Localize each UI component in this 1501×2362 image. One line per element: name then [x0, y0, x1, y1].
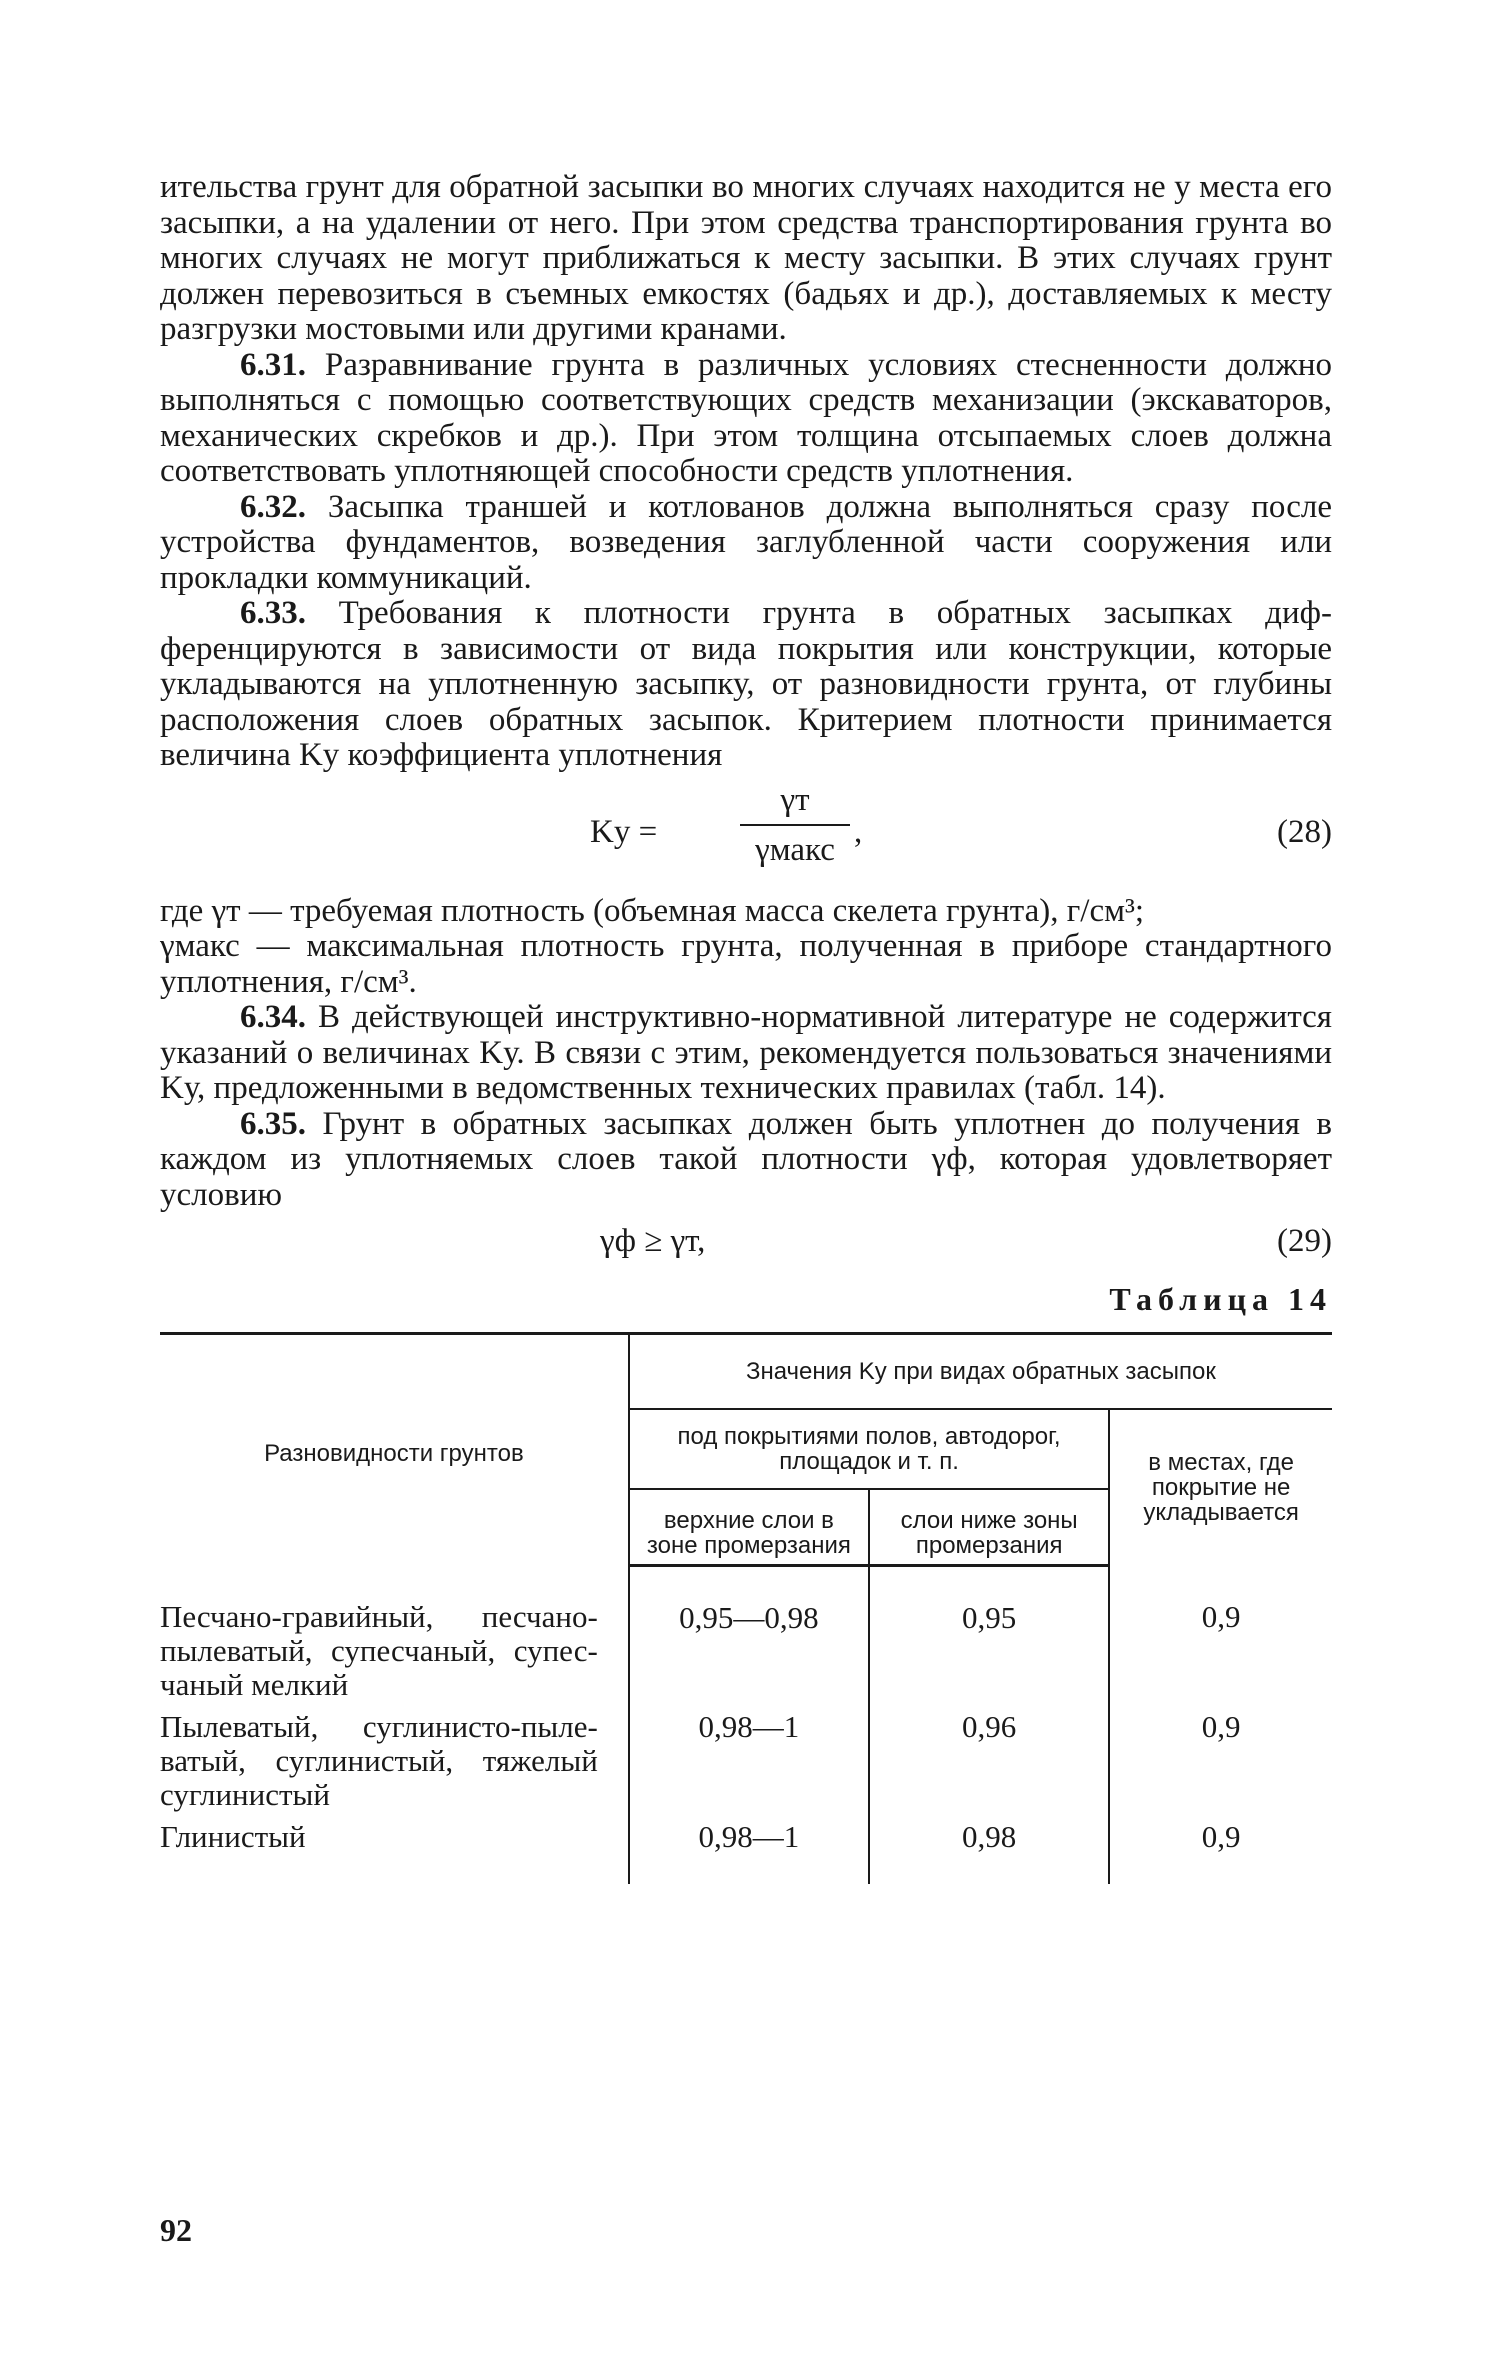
header-under-coverings: под покрытиями полов, автодорог, площадок и т. п.	[629, 1409, 1110, 1489]
section-6-33	[160, 596, 1332, 774]
table-caption: Таблица 14	[1109, 1281, 1332, 1317]
table-row	[160, 1706, 1332, 1816]
formula-numerator: γт	[780, 781, 810, 818]
section-6-32	[160, 490, 1332, 597]
formula-28	[160, 780, 1332, 890]
table-row	[160, 1566, 1332, 1706]
formula-where-line-2: γмакс — максимальная плотность грунта, полученная в приборе стандартного уплотнения, г/см³.	[160, 928, 1332, 1000]
formula-expression: γф ≥ γт,	[600, 1223, 706, 1259]
header-upper-layers: верхние слои в зоне промерзания	[629, 1489, 869, 1566]
section-text: Требования к плотности грунта в обратных засыпках дифференцируются в зависимости от вида покрытия или конструкции, которые укладываются на уплотненную засыпку, от разновидности грунта, от глубины расположения слоев обратных засыпок. Критерием плотности принимается величина Kу коэффициента уплотнения	[160, 595, 1332, 773]
header-soil-types: Разновидности грунтов	[264, 1439, 524, 1467]
upper-layer-value: 0,95—0,98	[629, 1566, 869, 1706]
soil-type-cell: Песчано-гравийный, песчанопылеватый, супесчаный, супесчаный мелкий	[160, 1598, 598, 1702]
uncovered-value: 0,9	[1109, 1816, 1332, 1884]
formula-fraction	[740, 780, 850, 870]
uncovered-value: 0,9	[1109, 1566, 1332, 1706]
upper-layer-value: 0,98—1	[629, 1816, 869, 1884]
soil-type-cell: Глинистый	[160, 1818, 306, 1854]
formula-lhs: Kу =	[590, 813, 658, 850]
lower-layer-value: 0,95	[869, 1566, 1109, 1706]
section-text: Грунт в обратных засыпках должен быть уплотнен до получения в каждом из уплотняемых слоев такой плотности γф, которая удовлетворяет условию	[160, 1105, 1332, 1213]
paragraph-continuation: ительства грунт для обратной засыпки во многих случаях находится не у места его засыпки, а на удалении от него. При этом средства транспортирования грунта во многих случаях не могут приближаться к месту засыпки. В этих случаях грунт должен перевозиться в съемных емкостях (бадьях и др.), доставляемых к месту разгрузки мостовыми или другими кранами.	[160, 169, 1332, 347]
fraction-bar	[740, 824, 850, 826]
section-6-35	[160, 1107, 1332, 1214]
formula-denominator: γмакс	[755, 831, 835, 868]
table-14	[160, 1332, 1332, 1884]
soil-type-cell: Пылеватый, суглинисто-пылеватый, суглинистый, тяжелый суглинистый	[160, 1708, 598, 1812]
equation-number: (28)	[1277, 813, 1332, 850]
formula-comma: ,	[854, 813, 863, 850]
section-6-31	[160, 348, 1332, 490]
formula-29	[160, 1215, 1332, 1271]
formula-where-line-1: где γт — требуемая плотность (объемная масса скелета грунта), г/см³;	[160, 892, 1145, 929]
equation-number: (29)	[1277, 1223, 1332, 1259]
section-number: 6.32.	[240, 488, 306, 525]
header-lower-layers: слои ниже зоны промерзания	[869, 1489, 1109, 1566]
uncovered-value: 0,9	[1109, 1706, 1332, 1816]
section-number: 6.33.	[240, 595, 306, 631]
upper-layer-value: 0,98—1	[629, 1706, 869, 1816]
page-body	[160, 170, 1332, 1884]
lower-layer-value: 0,96	[869, 1706, 1109, 1816]
lower-layer-value: 0,98	[869, 1816, 1109, 1884]
section-number: 6.35.	[240, 1105, 306, 1142]
section-text: Разравнивание грунта в различных условиях стесненности должно выполняться с помощью соответствующих средств механизации (экскаваторов, механических скребков и др.). При этом толщина отсыпаемых слоев должна соответствовать уплотняющей способности средств уплотнения.	[160, 346, 1332, 489]
section-6-34	[160, 1000, 1332, 1107]
section-number: 6.34.	[240, 999, 306, 1035]
header-ky-values: Значения Kу при видах обратных засыпок	[629, 1334, 1332, 1410]
section-number: 6.31.	[240, 346, 306, 383]
section-text: Засыпка траншей и котлованов должна выполняться сразу после устройства фундаментов, возведения заглубленной части сооружения или прокладки коммуникаций.	[160, 488, 1332, 596]
table-row	[160, 1816, 1332, 1884]
header-uncovered-places: в местах, где покрытие не укладывается	[1109, 1409, 1332, 1566]
section-text: В действующей инструктивно-нормативной литературе не содержится указаний о величинах Kу. В связи с этим, рекомендуется пользоваться значениями Kу, предложенными в ведомственных технических правилах (табл. 14).	[160, 999, 1332, 1106]
page-number: 92	[160, 2212, 192, 2248]
